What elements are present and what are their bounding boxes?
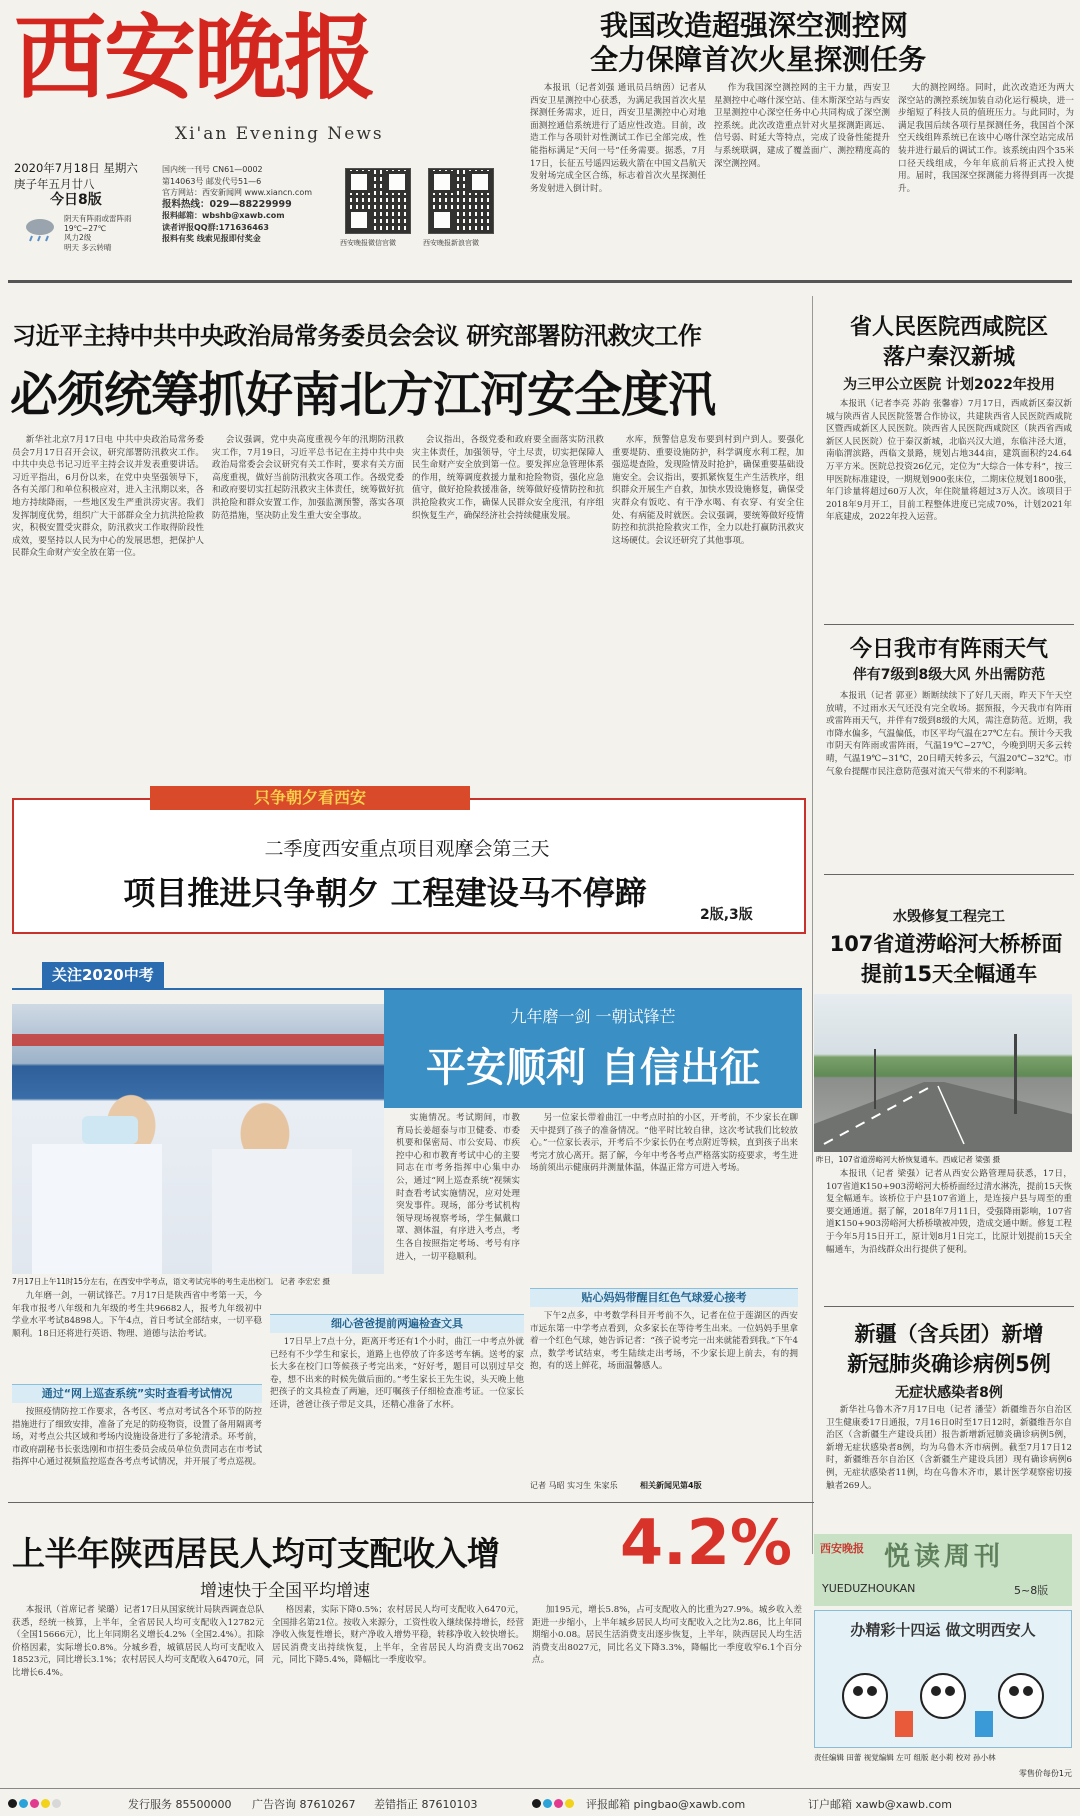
weekly-promo-pages: 5~8版 xyxy=(1014,1584,1049,1597)
color-registration-dots xyxy=(8,1798,63,1811)
editors-credit: 责任编辑 田蕾 视觉编辑 左可 组版 赵小莉 校对 孙小林 xyxy=(814,1753,996,1762)
weather-line: 阴天有阵雨或雷阵雨 xyxy=(64,214,132,223)
banner-page-ref: 2版,3版 xyxy=(700,907,753,923)
bridge-photo xyxy=(814,994,1072,1152)
issue-date-block xyxy=(14,160,164,208)
cloud-rain-icon xyxy=(22,216,58,242)
registration-dot xyxy=(30,1799,39,1808)
mascot-illustration xyxy=(825,1651,1061,1741)
flood-kicker: 习近平主持中共中央政治局常务委员会会议 研究部署防汛救灾工作 xyxy=(12,322,702,350)
exam-col-1b: 按照疫情防控工作要求，各考区、考点对考试各个环节的防控措施进行了细致安排，准备了充足的防疫物资，设置了备用隔离考场，对考点公共区域和考场内设施设备进行了多轮清杀。环考前，市政府副秘书长张选刚和市招生委员会成员单位负责同志在市考试指挥中心通过视频监控巡查各考点考试情况，并开展了考点巡视。 xyxy=(12,1407,262,1468)
xinjiang-body: 新华社乌鲁木齐7月17日电（记者 潘莹）新疆维吾尔自治区卫生健康委17日通报，7月16日0时至17日12时，新疆维吾尔自治区（含新疆生产建设兵团）报告新增新冠肺炎确诊病例5例，新增无症状感染者8例，均为乌鲁木齐市病例。截至7月17日12时，新疆维吾尔自治区（含新疆生产建设兵团）现有确诊病例6例，无症状感染者11例，均在乌鲁木齐市，累计医学观察密切接触者269人。 xyxy=(826,1405,1072,1491)
hospital-title-2: 落户秦汉新城 xyxy=(882,345,1015,370)
flood-col-2: 会议强调，党中央高度重视今年的汛期防汛救灾工作，7月19日，习近平总书记在主持中共中央政治局常委会会议研究有关工作时，要求有关方面高度重视，做好当前防汛救灾各项工作。各级党委和政府要切实扛起防汛救灾主体责任，统筹做好抗洪抢险和群众安置工作，加强监测预警，落实各项防范措施，坚决防止发生重大安全事故。 xyxy=(212,435,404,521)
mars-col-2: 作为我国深空测控网的主干力量，西安卫星测控中心喀什深空站、佳木斯深空站与西安卫星测控中心深空任务中心共同构成了深空测控系统。此次改造重点针对火星探测距离远、信号弱、时延大等特点，完成了设备性能提升与系统联调，建成了覆盖面广、测控精度高的深空测控网。 xyxy=(714,83,890,169)
exam-more-ref: 相关新闻见第4版 xyxy=(640,1481,702,1490)
bridge-body: 本报讯（记者 梁强）记者从西安公路管理局获悉，17日，107省道K150+903涝峪河大桥桥面经过清水淋洗，提前15天恢复全幅通车。该桥位于户县107省道上，是连接户县与周至的重要交通通道。据了解，2018年7月11日，受强降雨影响，107省道K150+903涝峪河大桥桥墩被冲毁，造成交通中断。修复工程于今年5月15日开工，原计划8月1日完工，比原计划提前15天全幅通车，为沿线群众出行提供了便利。 xyxy=(826,1169,1072,1255)
mars-col-3: 大的测控网络。同时，此次改造还为两大深空站的测控系统加装自动化运行模块，进一步缩短了科技人员的值班压力。与此同时，为满足我国后续各项行星探测任务，我国首个深空天线组阵系统已在该中心喀什深空站完成吊装并进行最后的调试工作。该系统由四个35米口径天线组成，今年年底前后将正式投入使用。届时，我国深空探测能力将得到再一次提升。 xyxy=(898,83,1074,194)
flood-col-1: 新华社北京7月17日电 中共中央政治局常务委员会7月17日召开会议，研究部署防汛救灾工作。中共中央总书记习近平主持会议并发表重要讲话。习近平指出，6月份以来，在党中央坚强领导下，各有关部门和单位积极应对，进入主汛期以来，各地方持续降雨，一些地区发生严重洪涝灾害。我们发挥制度优势，组织广大干部群众全力抗洪抢险救灾，积极安置受灾群众，防汛救灾工作取得阶段性成效，要坚持以人民为中心的发展思想，把保护人民群众生命财产安全放在第一位。 xyxy=(12,435,204,559)
weather-line: 风力2级 xyxy=(64,233,92,242)
qr-code-wechat xyxy=(345,168,411,234)
publication-info xyxy=(162,164,312,245)
exam-subhead-2: 细心爸爸提前两遍检查文具 xyxy=(270,1314,524,1333)
info-line: 第14063号 邮发代号51—6 xyxy=(162,176,262,186)
hospital-subtitle: 为三甲公立医院 计划2022年投用 xyxy=(843,377,1055,393)
bridge-title-1: 107省道涝峪河大桥桥面 xyxy=(829,932,1063,956)
income-col-2: 格因素，实际下降0.5%；农村居民人均可支配收入6470元，全国排名第21位。按收入来源分，工资性收入继续保持增长，经营净收入恢复性增长，财产净收入增势平稳，转移净收入较快增长。居民消费支出持续恢复，上半年，全省居民人均消费支出7062元，同比下降5.4%，降幅比一季度收窄。 xyxy=(272,1605,524,1666)
xinjiang-title-1: 新疆（含兵团）新增 xyxy=(854,1322,1044,1346)
xinjiang-subtitle: 无症状感染者8例 xyxy=(895,1385,1003,1401)
xinjiang-title-2: 新冠肺炎确诊病例5例 xyxy=(847,1352,1051,1376)
exam-col-2: 实施情况。考试期间，市教育局长姜超泰与市卫健委、市委机要和保密局、市公安局、市疾控中心和市教育考试中心的主要同志在市考务指挥中心集中办公，通过“网上巡查系统”视频实时查看考试实施情况，应对处理突发事件。现场，部分考试机构领导现场视察考场，学生佩戴口罩、测体温，有序进入考点，考生各自按照指定考场、考号有序进入，一切平稳顺利。 xyxy=(396,1113,520,1262)
newspaper-logo-en: Xi'an Evening News xyxy=(175,124,384,144)
info-line: 报料邮箱：wbshb@xawb.com xyxy=(162,211,285,220)
income-col-3: 加195元，增长5.8%，占可支配收入的比重为27.9%。城乡收入差距进一步缩小，上半年城乡居民人均可支配收入之比为2.86，比上年同期缩小0.08。居民生活消费支出逐步恢复，上半年，陕西居民人均生活消费支出8027元，同比名义下降3.3%，降幅比一季度收窄6.1个百分点。 xyxy=(532,1605,802,1666)
newspaper-logo: 西安晚报 xyxy=(14,4,375,112)
registration-dot xyxy=(41,1799,50,1808)
bridge-title-2: 提前15天全幅通车 xyxy=(860,962,1038,986)
exam-subhead-1: 通过“网上巡查系统”实时查看考试情况 xyxy=(12,1384,262,1403)
exam-photo xyxy=(12,1004,384,1274)
issue-date: 2020年7月18日 星期六 xyxy=(14,161,138,175)
mars-title-1: 我国改造超强深空测控网 xyxy=(600,9,909,42)
exam-panel-title: 平安顺利 自信出征 xyxy=(426,1045,760,1091)
flood-title: 必须统筹抓好南北方江河安全度汛 xyxy=(10,367,716,423)
exam-panel-kicker: 九年磨一剑 一朝试锋芒 xyxy=(510,1007,676,1026)
exam-col-3b: 下午2点多，中考数学科目开考前不久，记者在位于莲湖区的西安市远东第一中学考点看到，众多家长在等待考生出来。一位妈妈手里拿着一个红色气球，她告诉记者：“孩子说考完一出来就能看到我。”下午4点，数学考试结束，考生陆续走出考场，不少家长迎上前去，有的拥抱，有的送上鲜花，场面温馨感人。 xyxy=(530,1311,798,1372)
weather-body: 本报讯（记者 郭亚）断断续续下了好几天雨，昨天下午天空放晴，不过雨水天气还没有完全收场。据预报，今天我市有阵雨或雷阵雨天气，并伴有7级到8级的大风，需注意防范。近期，我市降水偏多，气温偏低，市区平均气温在27℃左右。预计今天我市阴天有阵雨或雷阵雨，气温19℃~27℃，今晚到明天多云转晴，气温19℃~31℃，20日晴天转多云，气温20℃~32℃。市气象台提醒市民注意防范强对流天气带来的不利影响。 xyxy=(826,691,1072,777)
registration-dot xyxy=(565,1799,574,1808)
registration-dot xyxy=(52,1799,61,1808)
exam-col-2b: 17日早上7点十分，距离开考还有1个小时，曲江一中考点外就已经有不少学生和家长，道路上也停放了许多送考车辆。送考的家长大多在校门口等候孩子考完出来，“好好考，题目可以别过早交卷，想不出来的时候先做后面的。”考生家长王先生说，头天晚上他把孩子的文具检查了两遍，还叮嘱孩子仔细检查准考证。一位家长还讲，爸爸让孩子带足文具，还精心准备了水杯。 xyxy=(270,1337,524,1410)
income-title: 上半年陕西居民人均可支配收入增 xyxy=(12,1534,500,1573)
info-line: 报料有奖 线索见报即付奖金 xyxy=(162,234,261,243)
exam-photo-caption: 7月17日上午11时15分左右，在西安中学考点，语文考试完毕的考生走出校门。 记者 李宏宏 摄 xyxy=(12,1277,331,1286)
weather-line: 19℃~27℃ xyxy=(64,223,107,233)
issue-lunar-date: 庚子年五月廿八 xyxy=(14,177,95,191)
games-promo xyxy=(814,1610,1072,1748)
exam-col-3: 另一位家长带着曲江一中考点时拍的小区，开考前，不少家长在聊天中提到了孩子的准备情况。“他平时比较自律，这次考试我们比较放心。”一位家长表示，开考后不少家长仍在考点附近等候，直到孩子出来考完才放心离开。据了解，今年中考各考点严格落实防疫要求，考生进场前须出示健康码并测量体温，体温正常方可进入考场。 xyxy=(530,1113,798,1174)
weekly-promo-en: YUEDUZHOUKAN xyxy=(822,1582,916,1595)
footer-review-email: 评报邮箱 pingbao@xawb.com xyxy=(586,1798,746,1811)
mars-title-2: 全力保障首次火星探测任务 xyxy=(590,43,927,76)
hospital-body: 本报讯（记者李亮 苏韵 张馨睿）7月17日，西咸新区秦汉新城与陕西省人民医院签署合作协议，共建陕西省人民医院西咸院区暨西咸新区人民医院。陕西省人民医院西咸院区（陕西省西咸新区人民医院）位于秦汉新城，北临兴汉大道，东临沣泾大道，南临渭滨路，西临文景路，规划占地344亩，建筑面积约24.64万平方米。医院总投资26亿元，定位为“大综合一体专科”，按三甲医院标准建设，一期规划900张床位，二期床位规划1800张，年门诊量将超过60万人次，年住院量将超过3万人次。该项目于2018年9月开工，目前工程整体进度已完成70%，计划2021年年底建成，2022年投入运营。 xyxy=(826,399,1072,523)
banner-title: 项目推进只争朝夕 工程建设马不停蹄 xyxy=(123,874,647,912)
weekly-promo-title: 悦读周刊 xyxy=(884,1542,1005,1572)
flood-col-4: 水库，预警信息发布要到村到户到人。要强化重要堤防、重要设施防护，科学调度水利工程，加强巡堤查险，发现险情及时抢护，确保重要基础设施安全。会议指出，要抓紧恢复生产生活秩序，组织群众开展生产自救，加快水毁设施修复，确保受灾群众有饭吃、有干净水喝、有衣穿、有安全住处、有病能及时就医。会议强调，要统筹做好疫情防控和抗洪抢险救灾工作，全力以赴打赢防汛救灾这场硬仗。会议还研究了其他事项。 xyxy=(612,435,804,546)
weather-title: 今日我市有阵雨天气 xyxy=(849,637,1048,662)
retail-price: 零售价每份1元 xyxy=(1018,1769,1072,1778)
info-line: 官方网站：西安新闻网 www.xiancn.com xyxy=(162,188,313,197)
footer-distribution: 发行服务 85500000 xyxy=(128,1798,232,1811)
registration-dot xyxy=(532,1799,541,1808)
info-line: 报料热线：029—88229999 xyxy=(162,198,292,210)
weekly-promo[interactable] xyxy=(814,1534,1072,1606)
bridge-kicker: 水毁修复工程完工 xyxy=(893,909,1005,925)
income-figure: 4.2% xyxy=(620,1506,792,1579)
exam-byline: 记者 马昭 实习生 朱家乐 xyxy=(530,1481,618,1490)
registration-dot xyxy=(8,1799,17,1808)
info-line: 读者评报QQ群:171636463 xyxy=(162,222,269,232)
registration-dot xyxy=(19,1799,28,1808)
exam-section-tag: 关注2020中考 xyxy=(42,962,164,988)
color-registration-dots xyxy=(532,1798,576,1811)
registration-dot xyxy=(543,1799,552,1808)
footer-bar xyxy=(0,1790,1080,1816)
games-promo-title: 办精彩十四运 做文明西安人 xyxy=(850,1621,1036,1639)
weekly-promo-logo: 西安晚报 xyxy=(820,1542,864,1555)
registration-dot xyxy=(554,1799,563,1808)
bridge-photo-caption: 昨日，107省道涝峪河大桥恢复通车。西咸记者 梁强 摄 xyxy=(816,1155,1001,1164)
issue-edition: 今日8版 xyxy=(50,192,102,208)
footer-errata: 差错指正 87610103 xyxy=(374,1798,478,1811)
footer-ad: 广告咨询 87610267 xyxy=(252,1798,356,1811)
exam-col-1: 九年磨一剑，一朝试锋芒。7月17日是陕西省中考第一天，今年我市报考八年级和九年级的考生共96682人，报考九年级初中学业水平考试84898人。下午4点，首日考试全部结束，一切平稳顺利。18日还将进行英语、物理、道德与法治考试。 xyxy=(12,1291,262,1339)
weather-line: 明天 多云转晴 xyxy=(64,242,112,252)
mars-col-1: 本报讯（记者刘强 通讯员吕纳茵）记者从西安卫星测控中心获悉，为满足我国首次火星探测任务需求，近日，西安卫星测控中心对地面测控通信系统进行了适应性改造。目前，改造工作与各项针对性测试工作已全部完成，性能指标满足“天问一号”任务需要。据悉，7月17日，长征五号遥四运载火箭在中国文昌航天发射场完成全区合练，标志着首次火星探测任务发射进入倒计时。 xyxy=(530,83,706,194)
income-col-1: 本报讯（首席记者 梁璐）记者17日从国家统计局陕西调查总队获悉，经统一核算，上半年，全省居民人均可支配收入12782元（全国15666元），比上年同期名义增长4.2%（全国2.4%）。扣除价格因素，实际增长0.8%。分城乡看，城镇居民人均可支配收入18523元，同比增长3.1%；农村居民人均可支配收入6470元，同比增长6.4%。 xyxy=(12,1605,264,1678)
exam-subhead-3: 贴心妈妈带醒目红色气球爱心接考 xyxy=(530,1288,798,1307)
banner-kicker: 二季度西安重点项目观摩会第三天 xyxy=(264,838,550,860)
weather-box xyxy=(64,214,132,252)
qr-caption: 西安晚报微信官微 xyxy=(340,239,396,247)
footer-subscribe-email: 订户邮箱 xawb@xawb.com xyxy=(808,1798,952,1811)
banner-tab: 只争朝夕看西安 xyxy=(150,786,470,810)
qr-caption: 西安晚报新浪官微 xyxy=(423,239,479,247)
qr-code-weibo xyxy=(428,168,494,234)
hospital-title-1: 省人民医院西咸院区 xyxy=(849,315,1048,340)
flood-col-3: 会议指出，各级党委和政府要全面落实防汛救灾主体责任，加强领导，守土尽责，切实把保障人民生命财产安全放到第一位。要发挥应急管理体系的作用，统筹调度救援力量和抢险物资，强化应急值守，做好抢险救援准备，统筹做好疫情防控和抗洪抢险救灾工作，确保人民群众安全度汛，有序组织恢复生产，确保经济社会持续健康发展。 xyxy=(412,435,604,521)
income-subtitle: 增速快于全国平均增速 xyxy=(200,1581,370,1601)
info-line: 国内统一刊号 CN61—0002 xyxy=(162,165,263,174)
weather-subtitle: 伴有7级到8级大风 外出需防范 xyxy=(852,667,1046,683)
